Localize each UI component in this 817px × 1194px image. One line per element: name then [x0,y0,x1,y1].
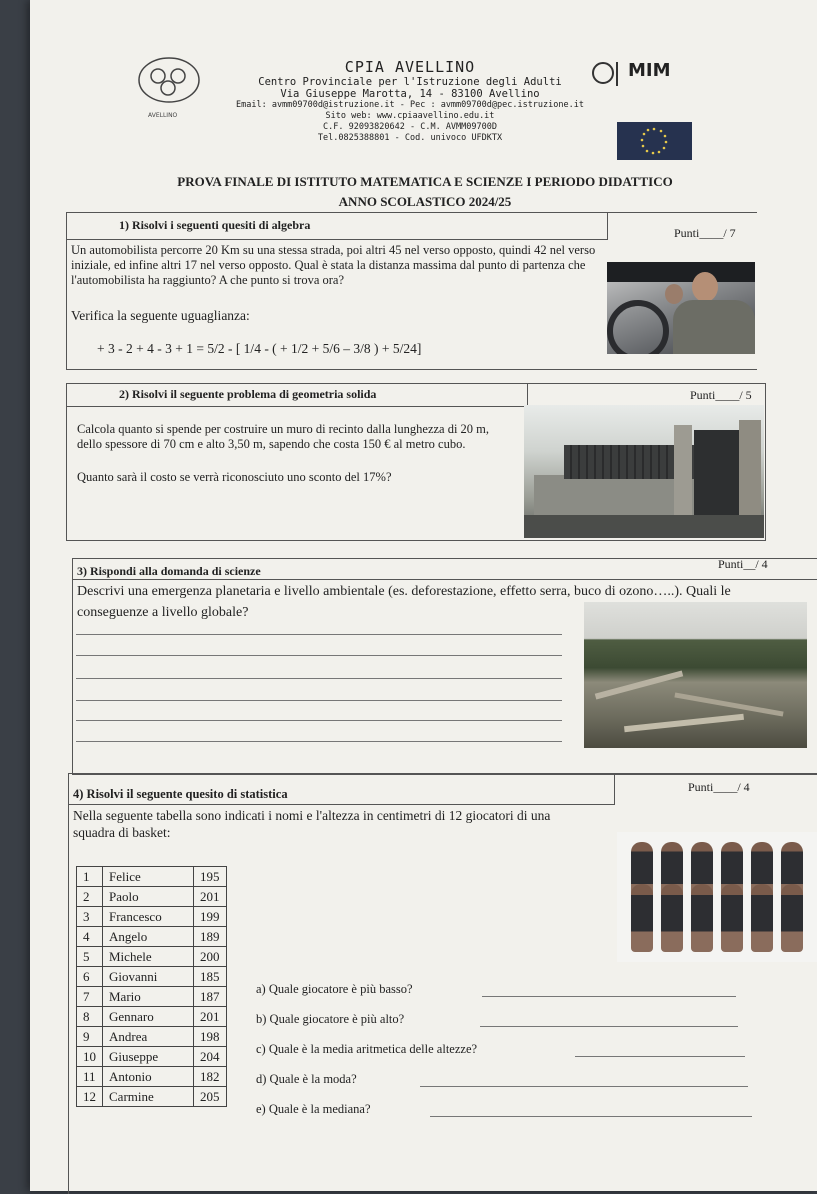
wall-photo [524,405,764,538]
answer-line[interactable] [76,655,562,656]
question-4-score[interactable]: Punti____/ 4 [688,780,750,794]
player-name: Andrea [103,1027,194,1047]
school-address: Via Giuseppe Marotta, 14 - 83100 Avellino [280,88,540,100]
player-height: 201 [194,887,227,907]
table-row [77,867,227,887]
player-number: 11 [77,1067,103,1087]
player-figure [691,884,713,952]
table-row [77,1007,227,1027]
statistics-question: b) Quale giocatore è più alto? [256,1012,405,1026]
school-website[interactable]: Sito web: www.cpiaavellino.edu.it [325,111,495,121]
answer-line[interactable] [76,678,562,679]
answer-line[interactable] [482,996,736,997]
basket-team-photo [617,832,817,962]
player-figure [751,884,773,952]
eu-flag-icon [617,122,692,160]
statistics-question: c) Quale è la media aritmetica delle altezze? [256,1042,478,1056]
question-4-heading: 4) Risolvi il seguente quesito di statistica [73,787,288,801]
table-row [77,1067,227,1087]
player-number: 1 [77,867,103,887]
mim-label: MIM [628,60,671,81]
statistics-question: e) Quale è la mediana? [256,1102,371,1116]
deforestation-photo [584,602,807,748]
question-1-heading: 1) Risolvi i seguenti quesiti di algebra [119,218,311,232]
player-number: 9 [77,1027,103,1047]
driver-photo [607,262,755,354]
statistics-question: d) Quale è la moda? [256,1072,357,1086]
answer-line[interactable] [76,741,562,742]
question-2-heading: 2) Risolvi il seguente problema di geometria solida [119,387,377,401]
question-3-score[interactable]: Punti__/ 4 [718,557,768,571]
question-2-text: Calcola quanto si spende per costruire un muro di recinto dalla lunghezza di 20 m, dello spessore di 70 cm e alto 3,50 m, sapendo che costa 150 € al metro cubo. [77,422,490,451]
player-name: Giuseppe [103,1047,194,1067]
school-name: CPIA AVELLINO [344,58,476,76]
answer-line[interactable] [430,1116,752,1117]
question-3-text: Descrivi una emergenza planetaria e livello ambientale (es. deforestazione, effetto serra, buco di ozono…..). Quali le conseguenze a livello globale? [77,584,731,620]
exam-title-main: PROVA FINALE DI ISTITUTO MATEMATICA E SCIENZE I PERIODO DIDATTICO [177,174,673,189]
cpia-logo-icon [122,54,217,114]
player-number: 4 [77,927,103,947]
player-name: Mario [103,987,194,1007]
player-height: 189 [194,927,227,947]
player-height: 187 [194,987,227,1007]
player-name: Michele [103,947,194,967]
logo-caption: AVELLINO [148,112,178,119]
player-figure [631,884,653,952]
player-name: Angelo [103,927,194,947]
school-phone: Tel.0825388801 - Cod. univoco UFDKTX [317,133,503,143]
player-name: Antonio [103,1067,194,1087]
table-row [77,1087,227,1107]
player-height: 195 [194,867,227,887]
player-number: 10 [77,1047,103,1067]
player-number: 12 [77,1087,103,1107]
table-row [77,907,227,927]
question-1-verify-label: Verifica la seguente uguaglianza: [71,308,250,323]
school-email[interactable]: Email: avmm09700d@istruzione.it - Pec : avmm09700d@pec.istruzione.it [236,100,584,110]
player-figure [661,884,683,952]
player-name: Francesco [103,907,194,927]
question-1-score[interactable]: Punti____/ 7 [674,226,736,240]
answer-line[interactable] [76,720,562,721]
centre-name: Centro Provinciale per l'Istruzione degli Adulti [258,76,562,88]
table-row [77,967,227,987]
player-height: 205 [194,1087,227,1107]
school-year: ANNO SCOLASTICO 2024/25 [338,194,512,209]
player-number: 2 [77,887,103,907]
answer-line[interactable] [575,1056,745,1057]
player-name: Felice [103,867,194,887]
school-tax-code: C.F. 92093820642 - C.M. AVMM09700D [323,122,497,132]
republic-emblem-icon [590,60,620,88]
table-row [77,947,227,967]
table-row [77,1027,227,1047]
question-3-heading: 3) Rispondi alla domanda di scienze [77,564,261,578]
school-header [220,58,600,144]
player-name: Carmine [103,1087,194,1107]
answer-line[interactable] [420,1086,748,1087]
player-number: 5 [77,947,103,967]
mim-logo [590,60,700,90]
table-row [77,1047,227,1067]
statistics-question: a) Quale giocatore è più basso? [256,982,413,996]
table-row [77,987,227,1007]
player-name: Paolo [103,887,194,907]
player-number: 3 [77,907,103,927]
player-name: Gennaro [103,1007,194,1027]
answer-line[interactable] [76,634,562,635]
player-height: 201 [194,1007,227,1027]
table-row [77,887,227,907]
player-figure [781,884,803,952]
question-2-score[interactable]: Punti____/ 5 [690,388,752,402]
answer-line[interactable] [480,1026,738,1027]
answer-line[interactable] [76,700,562,701]
player-number: 7 [77,987,103,1007]
players-table [76,866,227,1107]
player-height: 198 [194,1027,227,1047]
table-row [77,927,227,947]
player-height: 200 [194,947,227,967]
question-1-text: Un automobilista percorre 20 Km su una stessa strada, poi altri 45 nel verso opposto, quindi 42 nel verso iniziale, ed infine altri 17 nel verso opposto. Qual è stata la distanza massima dal punto di partenza che l'automobilista ha raggiunto? A che punto si trova ora? [71,243,596,287]
question-2-text-discount: Quanto sarà il costo se verrà riconosciuto uno sconto del 17%? [77,470,392,484]
player-figure [721,884,743,952]
player-name: Giovanni [103,967,194,987]
player-height: 182 [194,1067,227,1087]
player-height: 199 [194,907,227,927]
question-1-equation: + 3 - 2 + 4 - 3 + 1 = 5/2 - [ 1/4 - ( + 1/2 + 5/6 – 3/8 ) + 5/24] [97,341,422,356]
player-height: 204 [194,1047,227,1067]
player-height: 185 [194,967,227,987]
exam-title [110,172,740,212]
question-4-text: Nella seguente tabella sono indicati i nomi e l'altezza in centimetri di 12 giocatori di una squadra di basket: [73,808,551,840]
player-number: 8 [77,1007,103,1027]
player-number: 6 [77,967,103,987]
